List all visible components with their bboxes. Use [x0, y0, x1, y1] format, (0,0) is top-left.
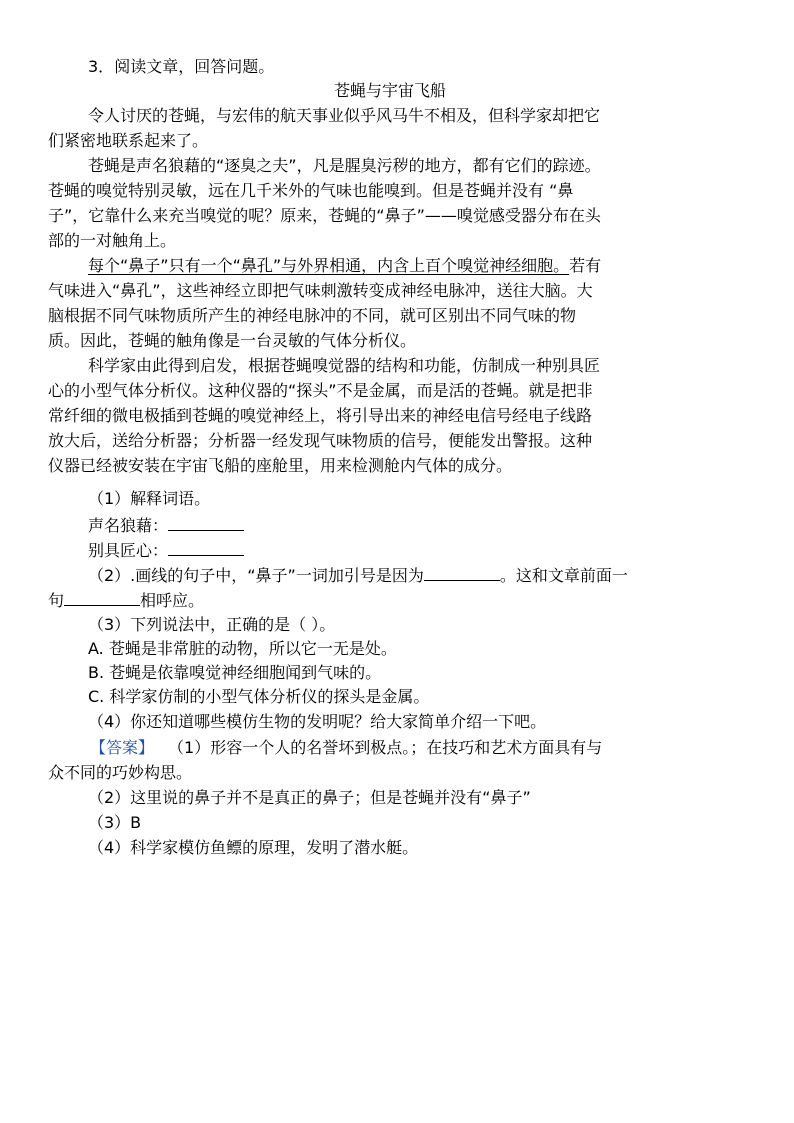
paragraph-2-line-2: 苍蝇的嗅觉特别灵敏，远在几千米外的气味也能嗅到。但是苍蝇并没有 “鼻 [48, 181, 574, 200]
question-2-text-c: 句 [48, 591, 65, 610]
option-a[interactable]: A. 苍蝇是非常脏的动物，所以它一无是处。 [88, 639, 397, 658]
question-1: （1）解释词语。 [88, 489, 211, 508]
question-4: （4）你还知道哪些模仿生物的发明呢？给大家简单介绍一下吧。 [88, 712, 547, 731]
answer-1-text: （1）形容一个人的名誉坏到极点。；在技巧和艺术方面具有与 [168, 738, 603, 757]
paragraph-1-line-2: 们紧密地联系起来了。 [48, 131, 209, 150]
answer-blank-1[interactable] [168, 512, 244, 531]
answer-2: （2）这里说的鼻子并不是真正的鼻子；但是苍蝇并没有“鼻子” [88, 788, 531, 807]
question-2-text-b: 。这和文章前面一 [499, 566, 628, 585]
paragraph-1-line-1: 令人讨厌的苍蝇，与宏伟的航天事业似乎风马牛不相及，但科学家却把它 [88, 106, 601, 125]
paragraph-4-line-3: 常纤细的微电极插到苍蝇的嗅觉神经上，将引导出来的神经电信号经电子线路 [48, 406, 593, 425]
question-1a [88, 512, 244, 538]
answer-blank-2[interactable] [168, 537, 244, 556]
underlined-sentence: 每个“鼻子”只有一个“鼻孔”与外界相通，内含上百个嗅觉神经细胞。 [88, 256, 570, 275]
answer-blank-3[interactable] [424, 562, 500, 581]
question-2-text-d: 相呼应。 [140, 591, 205, 610]
answer-4: （4）科学家模仿鱼鳔的原理，发明了潜水艇。 [88, 838, 419, 857]
paragraph-2-line-3: 子”，它靠什么来充当嗅觉的呢？原来，苍蝇的“鼻子”——嗅觉感受器分布在头 [48, 206, 601, 225]
answer-3: （3）B [88, 813, 142, 832]
term-label-1: 声名狼藉： [88, 516, 169, 535]
question-number: 3． [88, 57, 115, 76]
paragraph-3-line-3: 脑根据不同气味物质所产生的神经电脉冲的不同，就可区别出不同气味的物 [48, 306, 577, 325]
article-title: 苍蝇与宇宙飞船 [334, 81, 447, 100]
question-1b [88, 537, 244, 563]
paragraph-4-line-4: 放大后，送给分析器；分析器一经发现气味物质的信号，便能发出警报。这种 [48, 431, 593, 450]
paragraph-2-line-1: 苍蝇是声名狼藉的“逐臭之夫”，凡是腥臭污秽的地方，都有它们的踪迹。 [88, 156, 601, 175]
option-c[interactable]: C. 科学家仿制的小型气体分析仪的探头是金属。 [88, 687, 430, 706]
paragraph-4-line-5: 仪器已经被安装在宇宙飞船的座舱里，用来检测舱内气体的成分。 [48, 456, 513, 475]
answer-label: 【答案】 [90, 738, 155, 757]
paragraph-2-line-4: 部的一对触角上。 [48, 231, 177, 250]
answer-line-1 [90, 735, 602, 761]
paragraph-4-line-1: 科学家由此得到启发，根据苍蝇嗅觉器的结构和功能，仿制成一种别具匠 [88, 356, 601, 375]
answer-1-line-2: 众不同的巧妙构思。 [48, 763, 193, 782]
paragraph-4-line-2: 心的小型气体分析仪。这种仪器的“探头”不是金属，而是活的苍蝇。就是把非 [48, 381, 593, 400]
question-2-line-2 [48, 587, 204, 613]
paragraph-3-line-1-rest: 若有 [569, 256, 602, 275]
question-2-line-1 [88, 562, 628, 588]
paragraph-3-line-1 [88, 253, 601, 279]
answer-blank-4[interactable] [64, 587, 140, 606]
question-header [88, 54, 274, 80]
question-prompt: 阅读文章，回答问题。 [114, 57, 275, 76]
option-b[interactable]: B. 苍蝇是依靠嗅觉神经细胞闻到气味的。 [88, 663, 382, 682]
paragraph-3-line-4: 质。因此，苍蝇的触角像是一台灵敏的气体分析仪。 [48, 331, 417, 350]
paragraph-3-line-2: 气味进入“鼻孔”，这些神经立即把气味刺激转变成神经电脉冲，送往大脑。大 [48, 281, 593, 300]
question-3: （3）下列说法中，正确的是（ ）。 [88, 615, 336, 634]
term-label-2: 别具匠心： [88, 541, 169, 560]
question-2-text-a: （2）.画线的句子中，“鼻子”一词加引号是因为 [88, 566, 424, 585]
